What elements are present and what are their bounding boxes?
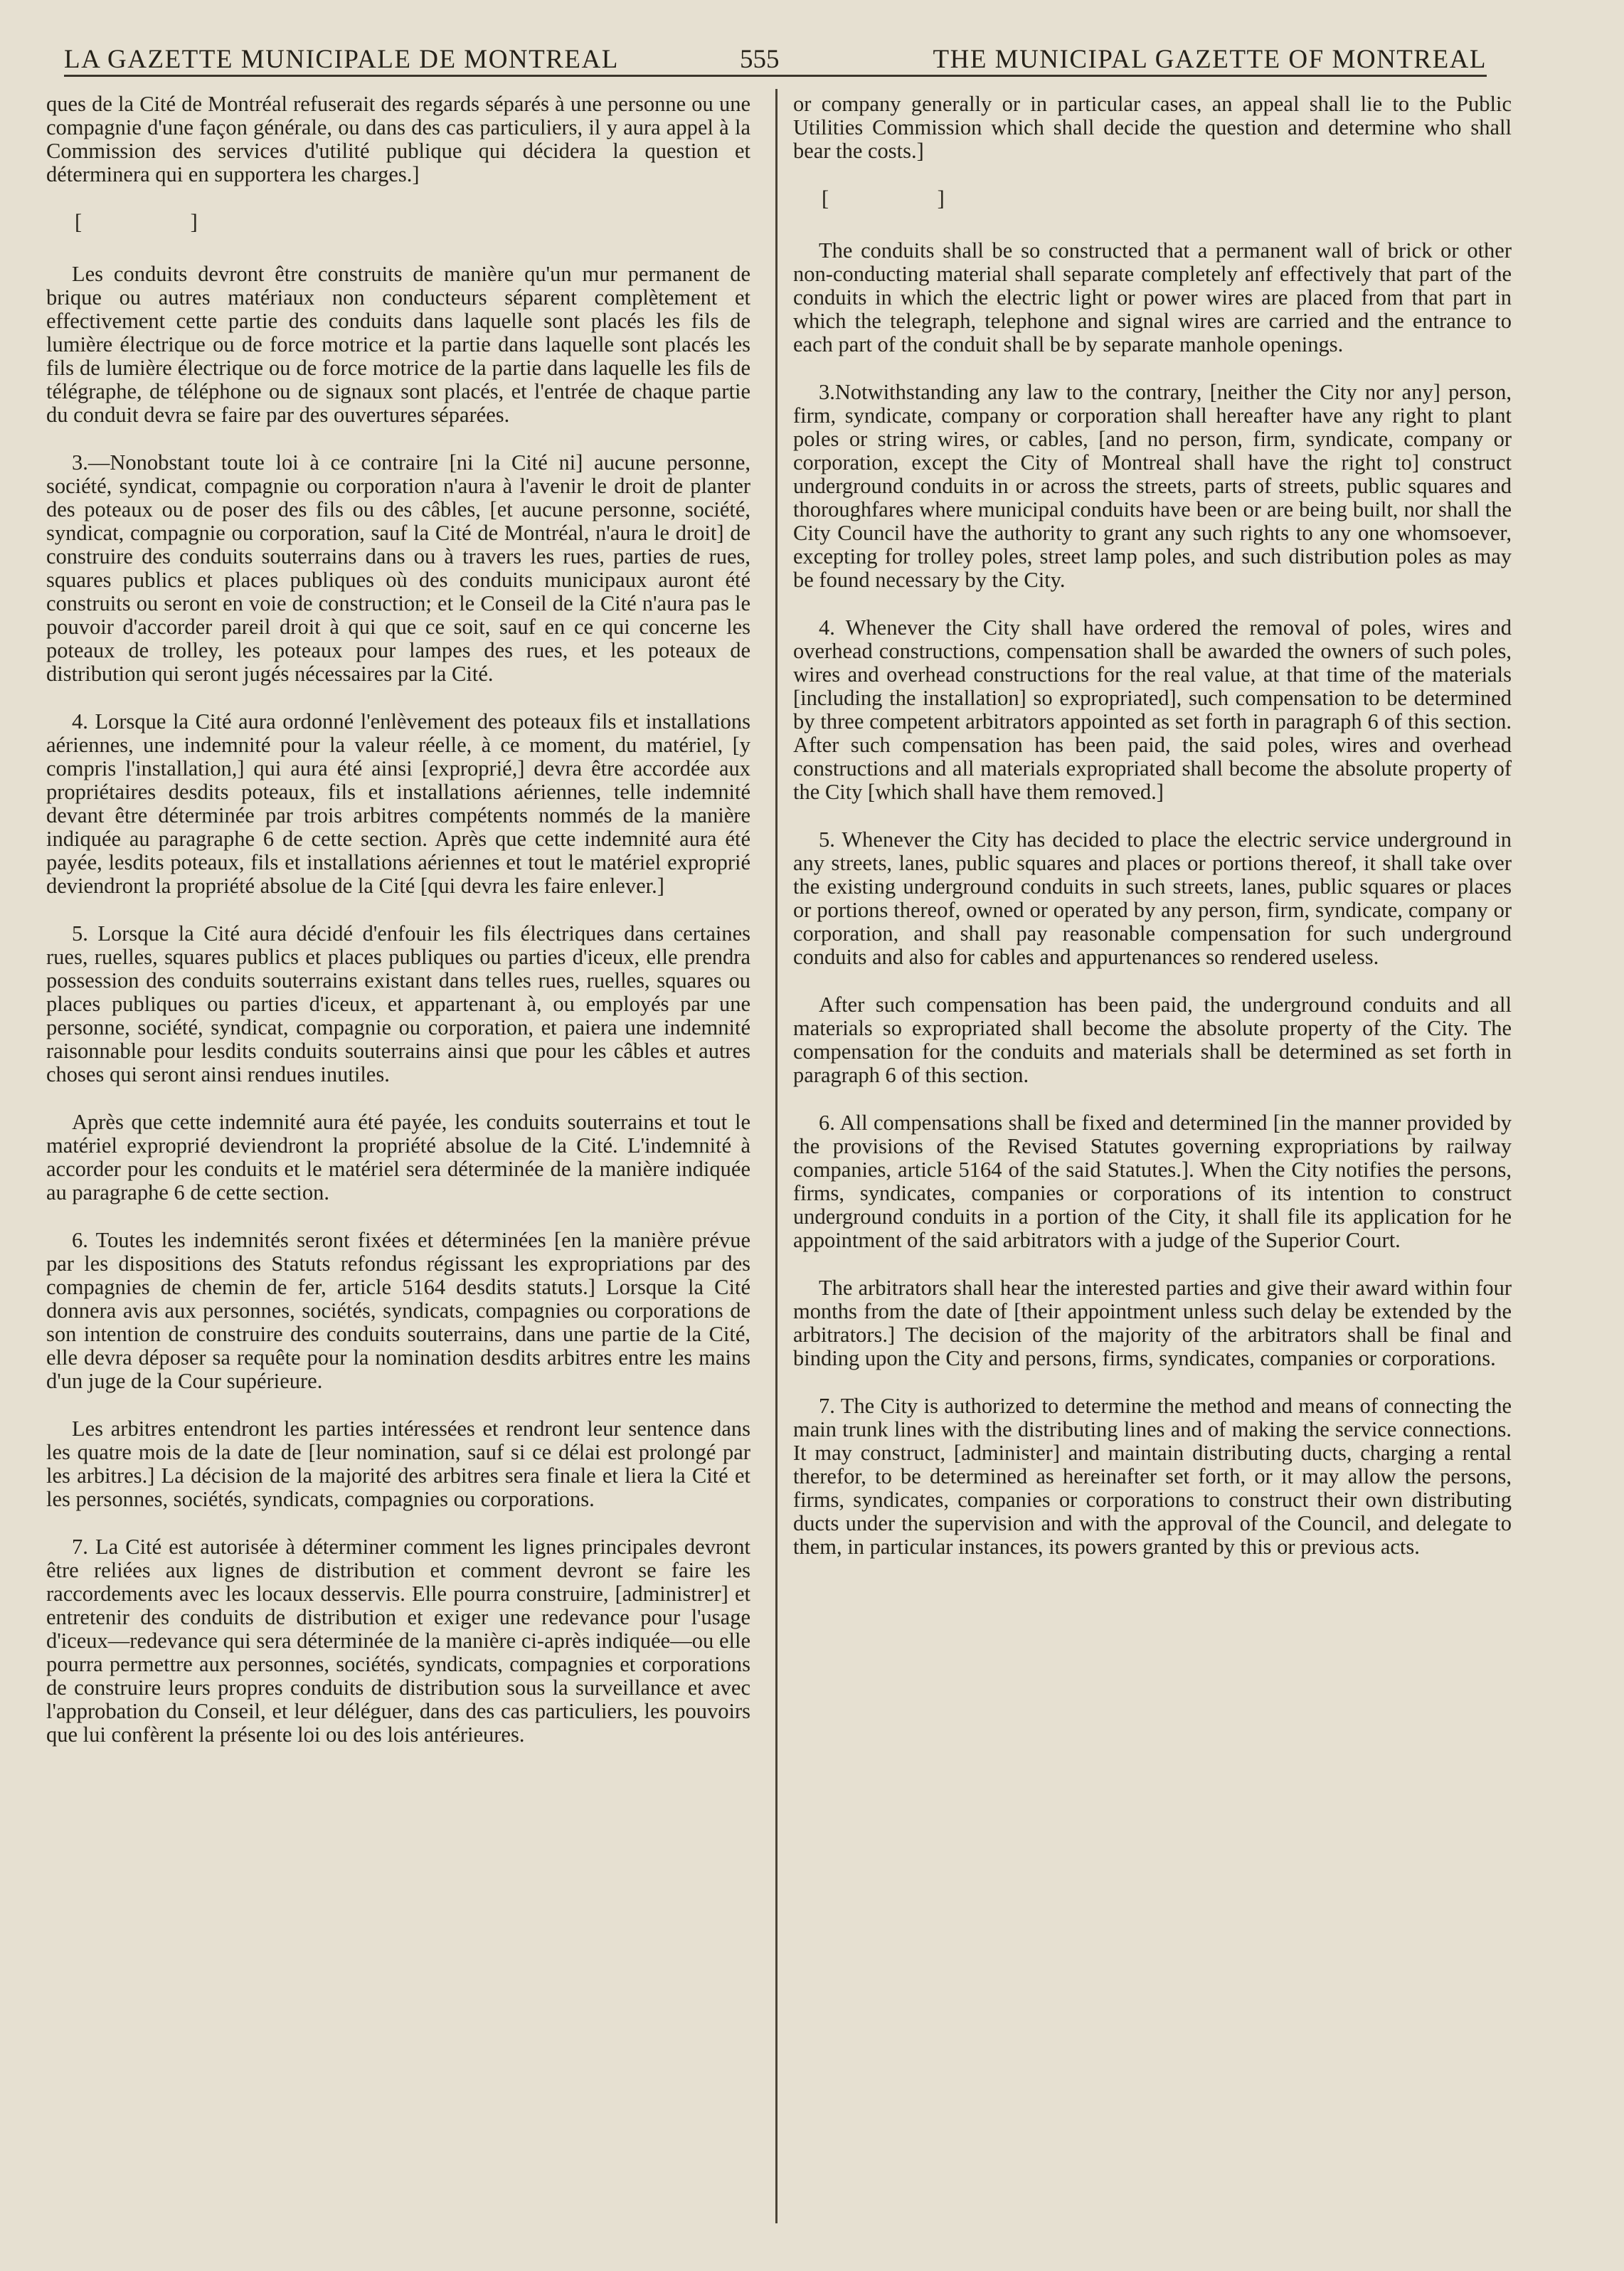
english-paragraph: After such compensation has been paid, the underground conduits and all materials so expropriated shall become the absolute property of the City. The compensation for the conduits and materials shall be determined as set forth in paragraph 6 of this section. bbox=[793, 992, 1517, 1087]
english-paragraph: 3.Notwithstanding any law to the contrary, [neither the City nor any] person, firm, syndicate, company or corporation shall hereafter have any right to plant poles or string wires, or cables, [and no person, firm, syndicate, company or corporation, except the City of Montreal shall have the right to] construct underground conduits in or across the streets, parts of streets, public squares and thoroughfares where municipal conduits have been or are being built, nor shall the City Council have the authority to grant any such rights to any one whomsoever, excepting for trolley poles, street lamp poles, and such distribution poles as may be found necessary by the City. bbox=[793, 380, 1517, 592]
french-paragraph: ques de la Cité de Montréal refuserait des regards séparés à une personne ou une compagnie d'une façon générale, ou dans des cas particuliers, il y aura appel à la Commission des services d'utilité publique qui décidera la question et déterminera qui en supportera les charges.] bbox=[46, 92, 756, 186]
english-bracket-placeholder: [ ] bbox=[822, 186, 945, 211]
english-gazette-title: THE MUNICIPAL GAZETTE OF MONTREAL bbox=[933, 45, 1487, 74]
english-paragraph: 6. All compensations shall be fixed and determined [in the manner provided by the provisions of the Revised Statutes governing expropriations by railway companies, article 5164 of the said Statutes.]. When the City notifies the persons, firms, syndicates, companies or corporations of its intention to construct underground conduits in a portion of the City, it shall file its application for he appointment of the said arbitrators with a judge of the Superior Court. bbox=[793, 1111, 1517, 1252]
english-paragraph: 4. Whenever the City shall have ordered the removal of poles, wires and overhead constructions, compensation shall be awarded the owners of such poles, wires and overhead constructions for the real value, at that time of the materials [including the installation] so expropriated], such compensation to be determined by three competent arbitrators appointed as set forth in paragraph 6 of this section. After such compensation has been paid, the said poles, wires and overhead constructions and all materials expropriated shall become the absolute property of the City [which shall have them removed.] bbox=[793, 615, 1517, 804]
english-paragraph: or company generally or in particular cases, an appeal shall lie to the Public Utilities Commission which shall decide the question and determine who shall bear the costs.] bbox=[793, 92, 1517, 163]
french-paragraph: 4. Lorsque la Cité aura ordonné l'enlèvement des poteaux fils et installations aériennes, une indemnité pour la valeur réelle, à ce moment, du matériel, [y compris l'installation,] qui aura été ainsi [exproprié,] devra être accordée aux propriétaires desdits poteaux, fils et installations aériennes, telle indemnité devant être déterminée par trois arbitres compétents nommés de la manière indiquée au paragraphe 6 de cette section. Après que cette indemnité aura été payée, lesdits poteaux, fils et installations aériennes et tout le matériel exproprié deviendront la propriété absolue de la Cité [qui devra les faire enlever.] bbox=[46, 709, 756, 898]
english-column bbox=[793, 92, 1517, 2220]
french-paragraph: Les conduits devront être construits de manière qu'un mur permanent de brique ou autres matériaux non conducteurs séparent complètement et effectivement cette partie des conduits dans laquelle sont placés les fils de lumière électrique ou de force motrice et la partie dans laquelle sont placés les fils de lumière électrique ou de force motrice de la partie dans laquelle les fils de télégraphe, de téléphone ou de signaux sont placés, et l'entrée de chaque partie du conduit devra se faire par des ouvertures séparées. bbox=[46, 262, 756, 427]
french-bracket-placeholder: [ ] bbox=[75, 210, 198, 234]
page-number: 555 bbox=[740, 45, 780, 74]
english-paragraph: 5. Whenever the City has decided to place the electric service underground in any streets, lanes, public squares and places or portions thereof, it shall take over the existing underground conduits in such streets, lanes, public squares or places or portions thereof, owned or operated by any person, firm, syndicate, company or corporation, and shall pay reasonable compensation for such underground conduits and also for cables and appurtenances so rendered useless. bbox=[793, 827, 1517, 969]
french-column bbox=[46, 92, 756, 2220]
french-paragraph: 5. Lorsque la Cité aura décidé d'enfouir les fils électriques dans certaines rues, ruelles, squares publics et places publiques ou parties d'iceux, elle prendra possession des conduits souterrains existant dans telles rues, ruelles, squares ou places publiques ou parties d'iceux, et appartenant à, ou employés par une personne, société, syndicat, compagnie ou corporation, et paiera une indemnité raisonnable pour lesdits conduits souterrains ainsi que pour les câbles et autres choses qui seront ainsi rendues inutiles. bbox=[46, 921, 756, 1086]
french-paragraph: Après que cette indemnité aura été payée, les conduits souterrains et tout le matériel exproprié deviendront la propriété absolue de la Cité. L'indemnité à accorder pour les conduits et le matériel sera déterminée de la manière indiquée au paragraphe 6 de cette section. bbox=[46, 1110, 756, 1205]
french-gazette-title: LA GAZETTE MUNICIPALE DE MONTREAL bbox=[64, 45, 619, 74]
english-paragraph: 7. The City is authorized to determine the method and means of connecting the main trunk lines with the distributing lines and of making the service connections. It may construct, [administer] and maintain distributing ducts, charging a rental therefor, to be determined as hereinafter set forth, or it may allow the persons, firms, syndicates, companies or corporations to construct their own distributing ducts under the supervision and with the approval of the Council, and delegate to them, in particular instances, its powers granted by this or previous acts. bbox=[793, 1394, 1517, 1559]
english-paragraph: The conduits shall be so constructed that a permanent wall of brick or other non-conducting material shall separate completely anf effectively that part of the conduits in which the electric light or power wires are placed from that part in which the telegraph, telephone and signal wires are carried and the entrance to each part of the conduit shall be by separate manhole openings. bbox=[793, 238, 1517, 356]
french-paragraph: 3.—Nonobstant toute loi à ce contraire [ni la Cité ni] aucune personne, société, syndicat, compagnie ou corporation n'aura à l'avenir le droit de planter des poteaux ou de poser des fils ou des câbles, [et aucune personne, société, syndicat, compagnie ou corporation, sauf la Cité de Montréal, n'aura le droit] de construire des conduits souterrains dans ou à travers les rues, parties de rues, squares publics et places publiques où des conduits municipaux auront été construits ou seront en voie de construction; et le Conseil de la Cité n'aura pas le pouvoir d'accorder pareil droit à qui que ce soit, sauf en ce qui concerne les poteaux de trolley, les poteaux pour lampes des rues, et les poteaux de distribution qui seront jugés nécessaires par la Cité. bbox=[46, 450, 756, 686]
header-rule bbox=[64, 75, 1487, 77]
french-paragraph: Les arbitres entendront les parties intéressées et rendront leur sentence dans les quatre mois de la date de [leur nomination, sauf si ce délai est prolongé par les arbitres.] La décision de la majorité des arbitres sera finale et liera la Cité et les personnes, sociétés, syndicats, compagnies ou corporations. bbox=[46, 1417, 756, 1511]
column-divider bbox=[775, 89, 777, 2223]
page-header bbox=[64, 36, 1487, 85]
french-paragraph: 6. Toutes les indemnités seront fixées et déterminées [en la manière prévue par les dispositions des Statuts refondus régissant les expropriations par des compagnies de chemin de fer, article 5164 desdits statuts.] Lorsque la Cité donnera avis aux personnes, sociétés, syndicats, compagnies ou corporations de son intention de construire des conduits souterrains, dans une partie de la Cité, elle devra déposer sa requête pour la nomination desdits arbitres entre les mains d'un juge de la Cour supérieure. bbox=[46, 1228, 756, 1393]
french-paragraph: 7. La Cité est autorisée à déterminer comment les lignes principales devront être reliées aux lignes de distribution et comment devront se faire les raccordements avec les locaux desservis. Elle pourra construire, [administrer] et entretenir des conduits de distribution et exiger une redevance pour l'usage d'iceux—redevance qui sera déterminée de la manière ci-après indiquée—ou elle pourra permettre aux personnes, sociétés, syndicats, compagnies et corporations de construire leurs propres conduits de distribution sous la surveillance et avec l'approbation du Conseil, et leur déléguer, dans des cas particuliers, les pouvoirs que lui confèrent la présente loi ou des lois antérieures. bbox=[46, 1535, 756, 1747]
english-paragraph: The arbitrators shall hear the interested parties and give their award within four months from the date of [their appointment unless such delay be extended by the arbitrators.] The decision of the majority of the arbitrators shall be final and binding upon the City and persons, firms, syndicates, companies or corporations. bbox=[793, 1276, 1517, 1370]
